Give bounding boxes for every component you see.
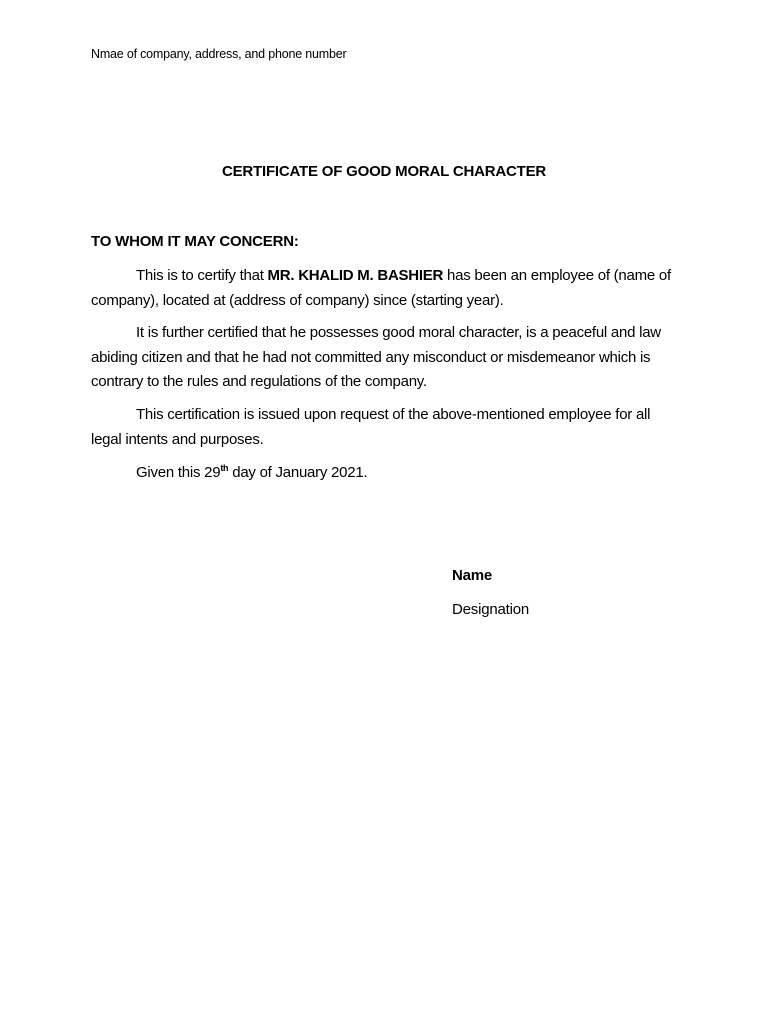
signatory-name: Name: [452, 567, 493, 584]
certificate-title: CERTIFICATE OF GOOD MORAL CHARACTER: [221, 163, 547, 180]
paragraph-employment-intro: This is to certify that: [136, 267, 268, 284]
paragraph-character-text: It is further certified that he possesses good moral character, is a peaceful and law abiding citizen and that he had not committed any misconduct or misdemeanor which is contrary to the rules and regulations of the company.: [91, 324, 661, 390]
salutation: TO WHOM IT MAY CONCERN:: [91, 233, 299, 250]
paragraph-character: [91, 321, 681, 395]
paragraph-purpose: [91, 403, 681, 452]
paragraph-purpose-text: This certification is issued upon request of the above-mentioned employee for all legal intents and purposes.: [91, 406, 651, 448]
date-rest: day of January 2021.: [228, 464, 368, 481]
paragraph-employment: [91, 264, 681, 313]
date-day: 29: [204, 464, 221, 481]
employee-name: MR. KHALID M. BASHIER: [267, 267, 444, 284]
company-header-line: Nmae of company, address, and phone number: [91, 47, 347, 61]
date-day-suffix: th: [220, 463, 229, 473]
paragraph-employment-rest: has been an employee of (name of company), located at (address of company) since (starting year).: [91, 267, 671, 309]
paragraph-date: [91, 461, 681, 486]
signatory-designation: Designation: [452, 601, 530, 618]
date-intro: Given this: [136, 464, 205, 481]
